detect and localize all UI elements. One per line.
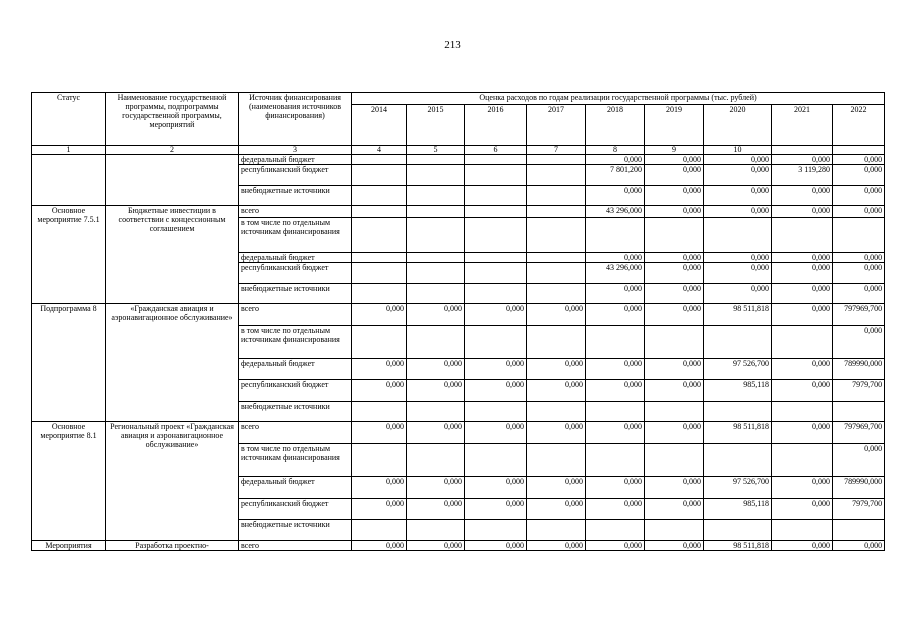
value-cell [465,253,527,263]
value-cell: 0,000 [352,541,407,551]
value-cell: 0,000 [645,304,704,326]
value-cell [352,165,407,186]
value-cell: 0,000 [527,359,586,380]
source-extra-cell: внебюджетные источники [239,520,352,541]
value-cell [352,218,407,253]
value-cell: 43 296,000 [586,206,645,218]
value-cell: 0,000 [645,359,704,380]
value-cell [704,444,772,477]
value-cell: 0,000 [772,477,833,499]
value-cell [465,263,527,284]
value-cell: 98 511,818 [704,422,772,444]
value-cell: 3 119,280 [772,165,833,186]
value-cell [527,186,586,206]
value-cell [407,263,465,284]
value-cell: 0,000 [352,422,407,444]
value-cell [527,402,586,422]
value-cell: 0,000 [586,284,645,304]
value-cell: 0,000 [407,359,465,380]
value-cell: 0,000 [407,304,465,326]
year-header: 2019 [645,105,704,146]
table-row [32,155,885,165]
column-number: 8 [586,146,645,155]
source-republic-cell: республиканский бюджет [239,263,352,284]
value-cell: 0,000 [527,541,586,551]
column-number: 7 [527,146,586,155]
value-cell: 0,000 [352,477,407,499]
value-cell: 0,000 [645,380,704,402]
value-cell: 97 526,700 [704,477,772,499]
value-cell [407,402,465,422]
year-header: 2022 [833,105,885,146]
value-cell: 0,000 [645,541,704,551]
value-cell: 0,000 [465,541,527,551]
source-incl-cell: в том числе по отдельным источникам финансирования [239,326,352,359]
value-cell: 0,000 [407,499,465,520]
year-header: 2017 [527,105,586,146]
column-number: 5 [407,146,465,155]
value-cell: 0,000 [645,422,704,444]
value-cell: 0,000 [527,380,586,402]
value-cell [527,520,586,541]
value-cell: 0,000 [704,186,772,206]
year-header: 2014 [352,105,407,146]
value-cell: 0,000 [704,253,772,263]
value-cell: 0,000 [704,155,772,165]
value-cell: 43 296,000 [586,263,645,284]
value-cell: 0,000 [586,186,645,206]
column-number: 2 [106,146,239,155]
table-row [32,206,885,218]
value-cell: 797969,700 [833,304,885,326]
value-cell: 0,000 [772,206,833,218]
value-cell: 0,000 [586,155,645,165]
value-cell [645,402,704,422]
value-cell [586,402,645,422]
value-cell: 7979,700 [833,499,885,520]
year-header: 2021 [772,105,833,146]
year-header: 2020 [704,105,772,146]
row-status-cell: Подпрограмма 8 [32,304,106,422]
value-cell [527,263,586,284]
value-cell: 0,000 [704,263,772,284]
value-cell [527,155,586,165]
value-cell: 0,000 [352,359,407,380]
value-cell [407,165,465,186]
value-cell [407,326,465,359]
column-number: 9 [645,146,704,155]
value-cell: 0,000 [704,284,772,304]
value-cell [465,444,527,477]
value-cell: 0,000 [833,326,885,359]
table-row [32,422,885,444]
value-cell [645,444,704,477]
value-cell [645,326,704,359]
value-cell [407,155,465,165]
value-cell [352,284,407,304]
value-cell [586,444,645,477]
row-status-cell: Мероприятия [32,541,106,551]
value-cell [465,284,527,304]
value-cell [465,402,527,422]
year-header: 2018 [586,105,645,146]
value-cell [645,520,704,541]
value-cell: 0,000 [586,359,645,380]
value-cell: 0,000 [586,304,645,326]
value-cell: 0,000 [833,165,885,186]
value-cell [407,186,465,206]
header-estimate: Оценка расходов по годам реализации государственной программы (тыс. рублей) [352,93,885,105]
value-cell: 0,000 [586,541,645,551]
value-cell [772,444,833,477]
value-cell [586,326,645,359]
value-cell: 0,000 [833,186,885,206]
column-number: 6 [465,146,527,155]
source-total-cell: всего [239,422,352,444]
value-cell: 0,000 [772,541,833,551]
row-status-cell: Основное мероприятие 8.1 [32,422,106,541]
source-federal-cell: федеральный бюджет [239,253,352,263]
value-cell [586,520,645,541]
value-cell: 0,000 [833,263,885,284]
value-cell [772,326,833,359]
value-cell: 0,000 [772,155,833,165]
value-cell: 0,000 [772,422,833,444]
value-cell: 0,000 [407,477,465,499]
value-cell: 0,000 [645,165,704,186]
source-republic-cell: республиканский бюджет [239,499,352,520]
value-cell: 0,000 [645,263,704,284]
value-cell: 0,000 [645,284,704,304]
value-cell [833,520,885,541]
source-federal-cell: федеральный бюджет [239,155,352,165]
value-cell: 0,000 [465,380,527,402]
value-cell: 0,000 [645,477,704,499]
source-total-cell: всего [239,304,352,326]
value-cell: 0,000 [586,253,645,263]
value-cell: 789990,000 [833,477,885,499]
source-extra-cell: внебюджетные источники [239,186,352,206]
value-cell [772,520,833,541]
row-status-cell: Основное мероприятие 7.5.1 [32,206,106,304]
value-cell [704,402,772,422]
value-cell [407,284,465,304]
value-cell [527,444,586,477]
value-cell: 98 511,818 [704,304,772,326]
value-cell: 7979,700 [833,380,885,402]
value-cell: 0,000 [833,206,885,218]
value-cell [352,402,407,422]
value-cell [465,520,527,541]
column-number [772,146,833,155]
value-cell: 0,000 [586,499,645,520]
value-cell: 0,000 [772,304,833,326]
value-cell: 0,000 [527,422,586,444]
header-status: Статус [32,93,106,146]
column-numbers-row [32,146,885,155]
value-cell [527,253,586,263]
source-extra-cell: внебюджетные источники [239,402,352,422]
value-cell [645,218,704,253]
value-cell: 0,000 [465,422,527,444]
value-cell [527,165,586,186]
value-cell [772,402,833,422]
value-cell: 789990,000 [833,359,885,380]
value-cell: 0,000 [352,380,407,402]
value-cell [527,206,586,218]
value-cell: 0,000 [833,541,885,551]
value-cell: 0,000 [586,477,645,499]
value-cell [352,253,407,263]
column-number [833,146,885,155]
value-cell: 0,000 [465,499,527,520]
value-cell [407,206,465,218]
value-cell [527,218,586,253]
value-cell [352,155,407,165]
value-cell [772,218,833,253]
value-cell [833,218,885,253]
source-total-cell: всего [239,206,352,218]
row-name-cell [106,155,239,206]
value-cell: 985,118 [704,499,772,520]
value-cell [704,520,772,541]
value-cell: 97 526,700 [704,359,772,380]
value-cell: 0,000 [772,186,833,206]
year-header: 2016 [465,105,527,146]
value-cell: 0,000 [586,422,645,444]
value-cell: 985,118 [704,380,772,402]
source-incl-cell: в том числе по отдельным источникам финансирования [239,218,352,253]
value-cell [352,444,407,477]
page-number: 213 [444,39,461,51]
value-cell: 0,000 [772,253,833,263]
value-cell: 98 511,818 [704,541,772,551]
value-cell: 0,000 [586,380,645,402]
row-name-cell: Разработка проектно- [106,541,239,551]
value-cell [704,326,772,359]
header-source: Источник финансирования (наименования источников финансирования) [239,93,352,146]
value-cell: 0,000 [704,206,772,218]
table-row [32,304,885,326]
value-cell: 0,000 [407,541,465,551]
value-cell: 0,000 [352,304,407,326]
value-cell: 0,000 [645,499,704,520]
value-cell: 0,000 [645,206,704,218]
value-cell: 0,000 [772,359,833,380]
value-cell: 0,000 [704,165,772,186]
value-cell: 0,000 [645,186,704,206]
value-cell: 0,000 [645,253,704,263]
column-number: 1 [32,146,106,155]
row-name-cell: Бюджетные инвестиции в соответствии с концессионным соглашением [106,206,239,304]
value-cell: 0,000 [645,155,704,165]
source-incl-cell: в том числе по отдельным источникам финансирования [239,444,352,477]
value-cell: 0,000 [772,499,833,520]
value-cell [465,206,527,218]
value-cell: 0,000 [833,253,885,263]
value-cell: 0,000 [772,380,833,402]
value-cell [352,326,407,359]
source-federal-cell: федеральный бюджет [239,359,352,380]
source-republic-cell: республиканский бюджет [239,380,352,402]
value-cell [465,186,527,206]
source-federal-cell: федеральный бюджет [239,477,352,499]
value-cell [465,165,527,186]
value-cell [407,444,465,477]
budget-table [31,92,885,551]
value-cell: 0,000 [527,477,586,499]
value-cell [527,326,586,359]
value-cell: 0,000 [465,304,527,326]
value-cell: 797969,700 [833,422,885,444]
value-cell [465,326,527,359]
header-name: Наименование государственной программы, подпрограммы государственной программы, мероприятий [106,93,239,146]
value-cell: 0,000 [772,284,833,304]
value-cell: 0,000 [833,155,885,165]
column-number: 4 [352,146,407,155]
value-cell: 7 801,200 [586,165,645,186]
value-cell: 0,000 [833,284,885,304]
value-cell [407,253,465,263]
value-cell: 0,000 [527,304,586,326]
value-cell: 0,000 [465,359,527,380]
value-cell [352,520,407,541]
value-cell [352,206,407,218]
value-cell: 0,000 [407,422,465,444]
value-cell: 0,000 [772,263,833,284]
row-status-cell [32,155,106,206]
source-extra-cell: внебюджетные источники [239,284,352,304]
value-cell: 0,000 [833,444,885,477]
value-cell [407,520,465,541]
value-cell [465,218,527,253]
value-cell [586,218,645,253]
table-row [32,541,885,551]
value-cell [704,218,772,253]
value-cell: 0,000 [352,499,407,520]
column-number: 10 [704,146,772,155]
value-cell [407,218,465,253]
row-name-cell: «Гражданская авиация и аэронавигационное обслуживание» [106,304,239,422]
value-cell: 0,000 [527,499,586,520]
value-cell: 0,000 [407,380,465,402]
row-name-cell: Региональный проект «Гражданская авиация и аэронавигационное обслуживание» [106,422,239,541]
value-cell [833,402,885,422]
value-cell [527,284,586,304]
value-cell [352,186,407,206]
column-number: 3 [239,146,352,155]
value-cell [465,155,527,165]
source-republic-cell: республиканский бюджет [239,165,352,186]
value-cell [352,263,407,284]
source-total-cell: всего [239,541,352,551]
value-cell: 0,000 [465,477,527,499]
year-header: 2015 [407,105,465,146]
